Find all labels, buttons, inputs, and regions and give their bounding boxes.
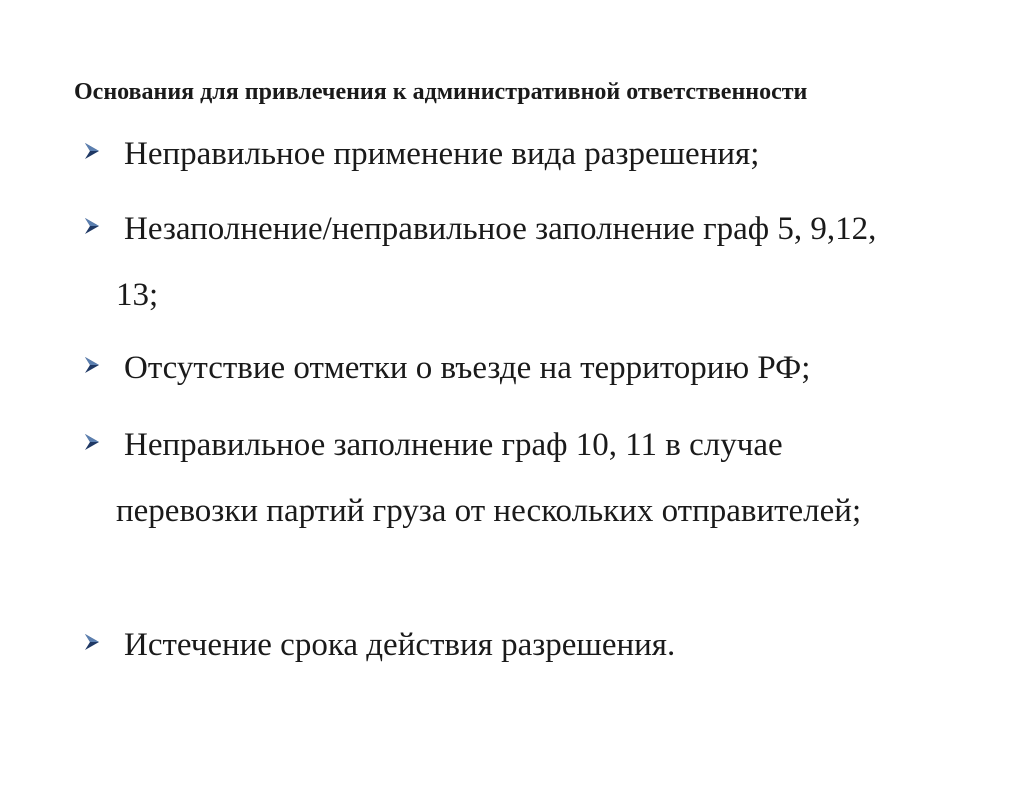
list-item-text: Незаполнение/неправильное заполнение граф 5, 9,12, 13; xyxy=(116,211,877,313)
list-item xyxy=(116,196,906,328)
chevron-right-arrowhead-icon xyxy=(84,356,100,374)
list-item xyxy=(116,412,906,544)
slide-title: Основания для привлечения к административной ответственности xyxy=(74,79,808,105)
list-item-text: Истечение срока действия разрешения. xyxy=(124,627,676,663)
list-item xyxy=(116,335,906,401)
chevron-right-arrowhead-icon xyxy=(84,142,100,160)
list-item-text: Неправильное применение вида разрешения; xyxy=(124,136,760,172)
list-item xyxy=(116,612,906,678)
list-item xyxy=(116,121,906,187)
list-item-text: Отсутствие отметки о въезде на территорию РФ; xyxy=(124,350,811,386)
chevron-right-arrowhead-icon xyxy=(84,433,100,451)
chevron-right-arrowhead-icon xyxy=(84,217,100,235)
list-item-text: Неправильное заполнение граф 10, 11 в случае перевозки партий груза от нескольких отправителей; xyxy=(116,427,862,529)
chevron-right-arrowhead-icon xyxy=(84,633,100,651)
